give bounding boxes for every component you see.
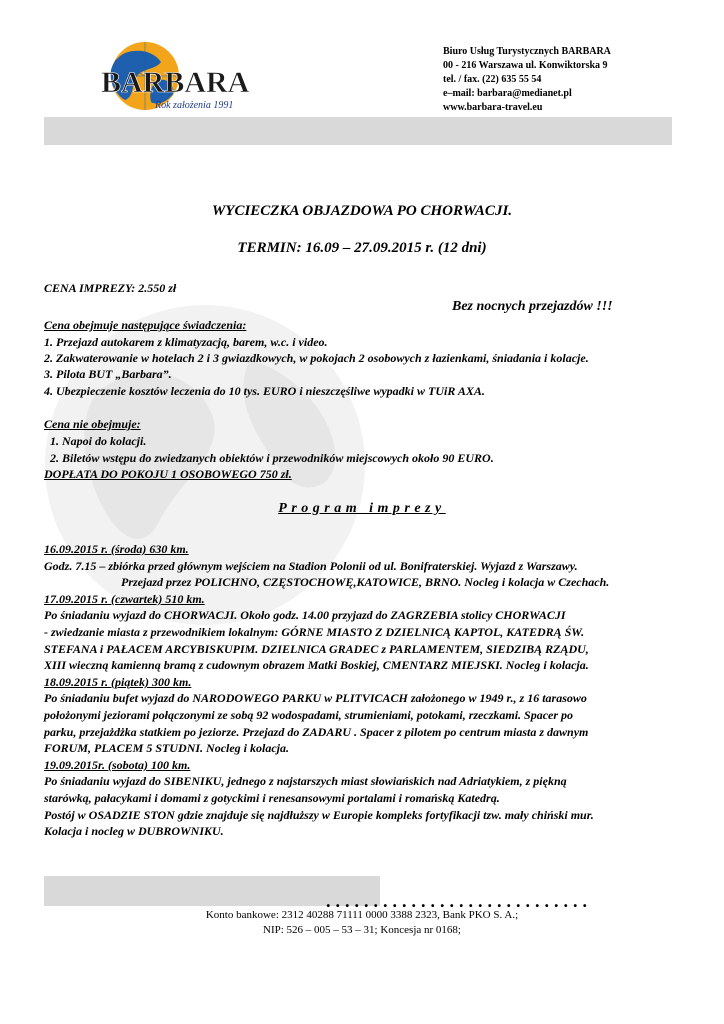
company-name: Biuro Usług Turystycznych BARBARA <box>443 46 611 57</box>
program-line: Przejazd przez POLICHNO, CZĘSTOCHOWĘ,KATOWICE, BRNO. Nocleg i kolacja w Czechach. <box>121 575 610 589</box>
program-line: Kolacja i nocleg w DUBROWNIKU. <box>44 824 224 838</box>
excludes-item: 1. Napoi do kolacji. <box>50 434 147 448</box>
excludes-item: 2. Biletów wstępu do zwiedzanych obiektów i przewodników miejscowych około 90 EURO. <box>50 451 494 465</box>
includes-item: 3. Pilota BUT „Barbara”. <box>44 367 172 381</box>
trip-price: CENA IMPREZY: 2.550 zł <box>44 281 177 295</box>
program-title: Program imprezy <box>278 501 446 516</box>
program-line: Po śniadaniu bufet wyjazd do NARODOWEGO PARKU w PLITVICACH założonego w 1949 r., z 16 tarasowo <box>44 691 587 705</box>
company-website[interactable]: www.barbara-travel.eu <box>443 102 543 113</box>
trip-title: WYCIECZKA OBJAZDOWA PO CHORWACJI. <box>211 203 513 219</box>
program-day-header: 17.09.2015 r. (czwartek) 510 km. <box>44 592 205 606</box>
svg-text:BARBARA: BARBARA <box>101 66 250 99</box>
bank-account: Konto bankowe: 2312 40288 71111 0000 3388 2323, Bank PKO S. A.; <box>205 909 519 921</box>
header-bar <box>44 117 672 145</box>
program-line: FORUM, PLACEM 5 STUDNI. Nocleg i kolacja. <box>44 741 290 755</box>
includes-item: 2. Zakwaterowanie w hotelach 2 i 3 gwiazdkowych, w pokojach 2 osobowych z łazienkami, śniadania i kolacje. <box>44 351 589 365</box>
program-line: Godz. 7.15 – zbiórka przed głównym wejściem na Stadion Polonii od ul. Bonifraterskiej. Wyjazd z Warszawy. <box>44 559 578 573</box>
excludes-header: Cena nie obejmuje: <box>44 417 141 431</box>
company-logo <box>95 40 280 115</box>
includes-item: 1. Przejazd autokarem z klimatyzacją, barem, w.c. i video. <box>44 335 328 349</box>
program-line: starówką, pałacykami i domami z gotyckimi i renesansowymi portalami i romańską Katedrą. <box>44 791 500 805</box>
program-line: Postój w OSADZIE STON gdzie znajduje się najdłuższy w Europie kompleks fortyfikacji tzw. mały chiński mur. <box>44 808 594 822</box>
program-line: Po śniadaniu wyjazd do CHORWACJI. Około godz. 14.00 przyjazd do ZAGRZEBIA stolicy CHORWACJI <box>44 608 566 622</box>
program-line: parku, przejażdżka statkiem po jeziorze. Przejazd do ZADARU . Spacer z pilotem po centrum miasta z dawnym <box>44 725 589 739</box>
tax-id: NIP: 526 – 005 – 53 – 31; Koncesja nr 0168; <box>263 924 461 936</box>
program-day-header: 19.09.2015r. (sobota) 100 km. <box>44 758 191 772</box>
includes-header: Cena obejmuje następujące świadczenia: <box>44 318 247 332</box>
company-phone: tel. / fax. (22) 635 55 54 <box>443 74 542 85</box>
single-room-supplement: DOPŁATA DO POKOJU 1 OSOBOWEGO 750 zł. <box>44 467 292 481</box>
program-line: STEFANA i PAŁACEM ARCYBISKUPIM. DZIELNICA GRADEC z PARLAMENTEM, SIEDZIBĄ RZĄDU, <box>44 642 589 656</box>
company-email[interactable]: e–mail: barbara@medianet.pl <box>443 88 572 99</box>
footer-dots: ............................ <box>326 891 592 911</box>
svg-text:Rok założenia 1991: Rok założenia 1991 <box>155 100 234 111</box>
includes-item: 4. Ubezpieczenie kosztów leczenia do 10 tys. EURO i nieszczęśliwe wypadki w TUiR AXA. <box>44 384 485 398</box>
program-line: położonymi jeziorami połączonymi ze sobą 92 wodospadami, strumieniami, potokami, rzeczkami. Spacer po <box>44 708 574 722</box>
program-line: - zwiedzanie miasta z przewodnikiem lokalnym: GÓRNE MIASTO Z DZIELNICĄ KAPTOL, KATEDRĄ ŚW. <box>44 625 585 639</box>
program-day-header: 18.09.2015 r. (piątek) 300 km. <box>44 675 192 689</box>
trip-term: TERMIN: 16.09 – 27.09.2015 r. (12 dni) <box>237 240 487 256</box>
program-day-header: 16.09.2015 r. (środa) 630 km. <box>44 542 189 556</box>
no-night-travel-note: Bez nocnych przejazdów !!! <box>452 299 613 314</box>
company-address: 00 - 216 Warszawa ul. Konwiktorska 9 <box>443 60 608 71</box>
contact-info <box>443 45 611 115</box>
program-line: Po śniadaniu wyjazd do SIBENIKU, jednego z najstarszych miast słowiańskich nad Adriatykiem, z piękną <box>44 774 567 788</box>
program-line: XIII wieczną kamienną bramą z cudownym obrazem Matki Boskiej, CMENTARZ MIEJSKI. Nocleg i kolacja. <box>44 658 589 672</box>
